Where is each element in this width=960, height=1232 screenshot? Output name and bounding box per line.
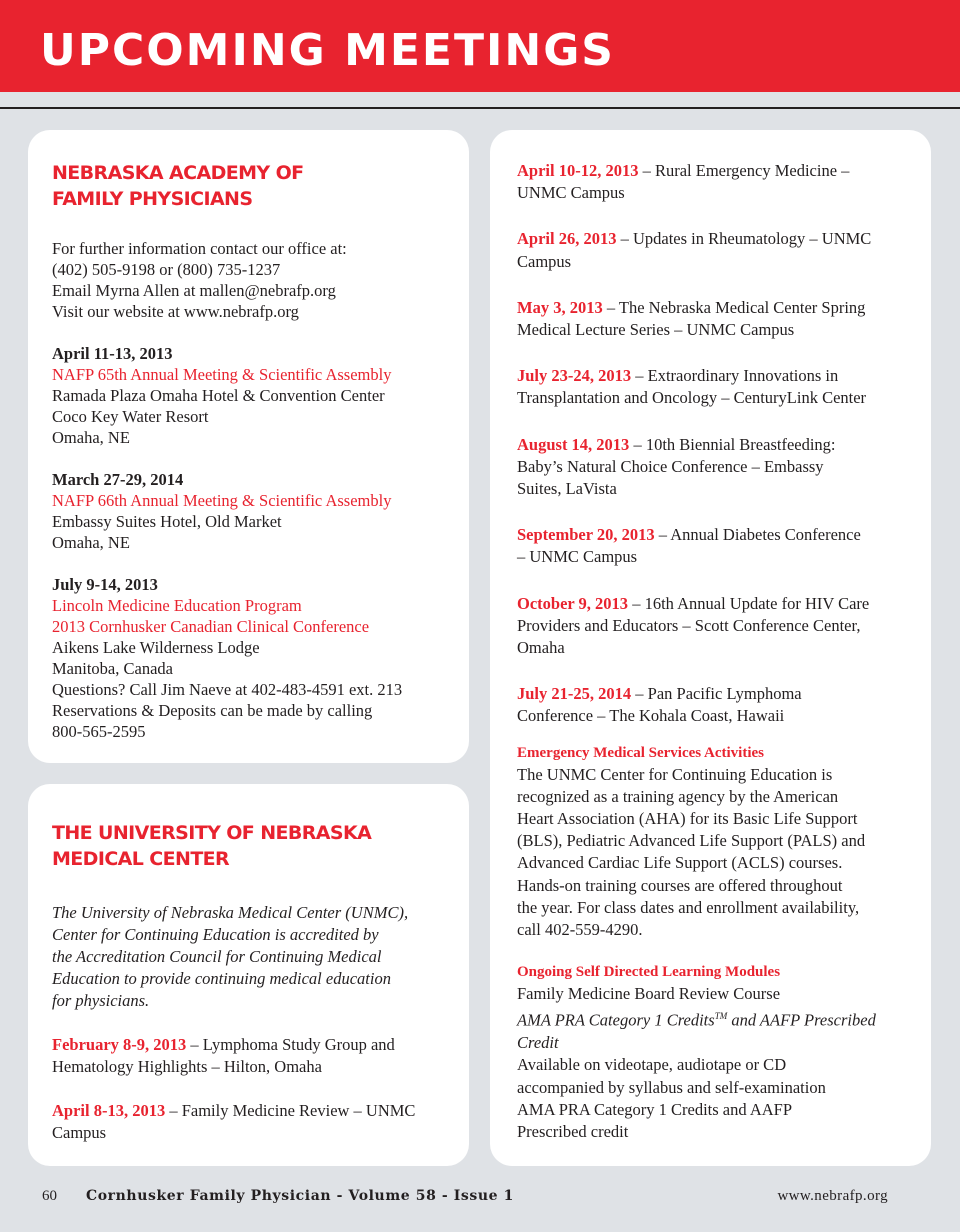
event-item (517, 593, 904, 660)
ems-line: The UNMC Center for Continuing Education is (517, 764, 833, 784)
osdl-section (517, 961, 904, 1143)
event-title: Campus (517, 251, 572, 271)
nafp-heading (52, 160, 445, 212)
event-location: Omaha, NE (52, 428, 130, 447)
event-contact: Reservations & Deposits can be made by calling (52, 701, 373, 720)
intro-line: for physicians. (52, 991, 150, 1010)
nafp-heading-line: FAMILY PHYSICIANS (52, 188, 253, 210)
event-date: July 23-24, 2013 (517, 366, 632, 386)
page-title: UPCOMING MEETINGS (40, 25, 615, 76)
event-date: August 14, 2013 (517, 434, 630, 454)
osdl-title: Ongoing Self Directed Learning Modules (517, 964, 781, 981)
unmc-heading-line: MEDICAL CENTER (52, 848, 230, 870)
unmc-intro (52, 902, 445, 1012)
contact-phone: (402) 505-9198 or (800) 735-1237 (52, 260, 281, 279)
event-date: July 21-25, 2014 (517, 684, 632, 704)
event-title: Suites, LaVista (517, 479, 617, 499)
event-item (517, 524, 904, 568)
event-title: NAFP 65th Annual Meeting & Scientific Assembly (52, 365, 392, 384)
event-date: July 9-14, 2013 (52, 575, 158, 594)
intro-line: Center for Continuing Education is accredited by (52, 925, 379, 944)
ems-line: call 402-559-4290. (517, 920, 643, 940)
intro-line: The University of Nebraska Medical Center (UNMC), (52, 903, 409, 922)
contact-line: For further information contact our office at: (52, 239, 347, 258)
event-venue: Aikens Lake Wilderness Lodge (52, 638, 260, 657)
page-number: 60 (42, 1188, 57, 1204)
event-title: Providers and Educators – Scott Conference Center, (517, 615, 861, 635)
nafp-contact (52, 238, 445, 322)
header-rule (0, 107, 960, 109)
event-item (517, 683, 904, 727)
event-title: – Rural Emergency Medicine – (638, 161, 850, 180)
publication-title: Cornhusker Family Physician - Volume 58 - Issue 1 (86, 1188, 514, 1204)
trademark-mark: TM (714, 1011, 728, 1022)
event-title: – Extraordinary Innovations in (631, 366, 839, 386)
event-title: Omaha (517, 638, 565, 658)
event-title: UNMC Campus (517, 183, 625, 203)
event-contact: 800-565-2595 (52, 722, 146, 741)
nafp-event (52, 343, 445, 448)
footer-website: www.nebrafp.org (777, 1188, 888, 1204)
osdl-line: AMA PRA Category 1 Credits and AAFP (517, 1099, 793, 1119)
intro-line: Education to provide continuing medical education (52, 969, 391, 988)
osdl-line: accompanied by syllabus and self-examination (517, 1077, 826, 1097)
event-venue: Ramada Plaza Omaha Hotel & Convention Center (52, 386, 385, 405)
event-venue: Embassy Suites Hotel, Old Market (52, 512, 282, 531)
osdl-credit-text: AMA PRA Category 1 Credits (517, 1010, 715, 1030)
event-title: Campus (52, 1123, 107, 1142)
osdl-line: Credit (517, 1033, 559, 1053)
event-title: – Family Medicine Review – UNMC (165, 1101, 416, 1120)
event-title: Transplantation and Oncology – CenturyLink Center (517, 388, 867, 408)
event-location: Manitoba, Canada (52, 659, 173, 678)
event-item (517, 434, 904, 501)
event-item (517, 365, 904, 409)
osdl-line: Prescribed credit (517, 1122, 629, 1141)
event-item (517, 160, 904, 204)
unmc-heading-line: THE UNIVERSITY OF NEBRASKA (52, 822, 372, 844)
ems-line: Heart Association (AHA) for its Basic Life Support (517, 809, 858, 829)
ems-line: the year. For class dates and enrollment availability, (517, 897, 860, 917)
event-title: NAFP 66th Annual Meeting & Scientific Assembly (52, 491, 392, 510)
ems-line: recognized as a training agency by the American (517, 786, 839, 806)
event-date: September 20, 2013 (517, 525, 655, 545)
event-venue: Coco Key Water Resort (52, 407, 209, 426)
nafp-event (52, 469, 445, 553)
osdl-line: Family Medicine Board Review Course (517, 984, 781, 1004)
event-title: – 16th Annual Update for HIV Care (628, 593, 870, 613)
event-date: May 3, 2013 (517, 297, 603, 317)
event-title: Baby’s Natural Choice Conference – Embassy (517, 456, 824, 476)
unmc-card (28, 784, 469, 1166)
page-footer (0, 1186, 960, 1210)
unmc-heading (52, 820, 445, 872)
ems-section (517, 742, 904, 942)
event-title: Conference – The Kohala Coast, Hawaii (517, 706, 785, 726)
contact-website: Visit our website at www.nebrafp.org (52, 302, 299, 321)
event-title: Medical Lecture Series – UNMC Campus (517, 320, 795, 340)
event-title: – UNMC Campus (517, 547, 638, 567)
event-title: – The Nebraska Medical Center Spring (602, 297, 866, 317)
event-item (517, 228, 904, 272)
event-location: Omaha, NE (52, 533, 130, 552)
event-title: Hematology Highlights – Hilton, Omaha (52, 1057, 322, 1076)
event-date: April 11-13, 2013 (52, 344, 173, 363)
nafp-event (52, 574, 445, 742)
unmc-event (52, 1100, 445, 1144)
event-date: April 26, 2013 (517, 229, 617, 249)
event-date: March 27-29, 2014 (52, 470, 184, 489)
ems-line: Advanced Cardiac Life Support (ACLS) courses. (517, 853, 843, 873)
event-contact: Questions? Call Jim Naeve at 402-483-4591 ext. 213 (52, 680, 403, 699)
event-title: 2013 Cornhusker Canadian Clinical Conference (52, 617, 370, 636)
event-date: April 8-13, 2013 (52, 1101, 166, 1120)
ems-title: Emergency Medical Services Activities (517, 744, 765, 761)
event-title: – 10th Biennial Breastfeeding: (629, 434, 836, 454)
ems-line: (BLS), Pediatric Advanced Life Support (PALS) and (517, 831, 866, 851)
nafp-heading-line: NEBRASKA ACADEMY OF (52, 162, 304, 184)
osdl-line: Available on videotape, audiotape or CD (517, 1055, 787, 1075)
event-title: – Pan Pacific Lymphoma (631, 684, 802, 704)
nafp-card (28, 130, 469, 763)
event-title: – Lymphoma Study Group and (186, 1035, 395, 1054)
ems-line: Hands-on training courses are offered throughout (517, 875, 843, 895)
contact-email: Email Myrna Allen at mallen@nebrafp.org (52, 281, 336, 300)
osdl-credit-text: and AAFP Prescribed (727, 1010, 876, 1030)
event-date: February 8-9, 2013 (52, 1035, 187, 1054)
event-title: – Annual Diabetes Conference (654, 525, 861, 545)
header-banner (0, 0, 960, 92)
event-item (517, 297, 904, 341)
event-date: October 9, 2013 (517, 593, 629, 613)
unmc-events-card (490, 130, 931, 1166)
unmc-event (52, 1034, 445, 1078)
event-date: April 10-12, 2013 (517, 161, 639, 180)
event-title: – Updates in Rheumatology – UNMC (616, 229, 872, 249)
osdl-credit-line (517, 1005, 904, 1032)
intro-line: the Accreditation Council for Continuing Medical (52, 947, 382, 966)
event-title: Lincoln Medicine Education Program (52, 596, 302, 615)
